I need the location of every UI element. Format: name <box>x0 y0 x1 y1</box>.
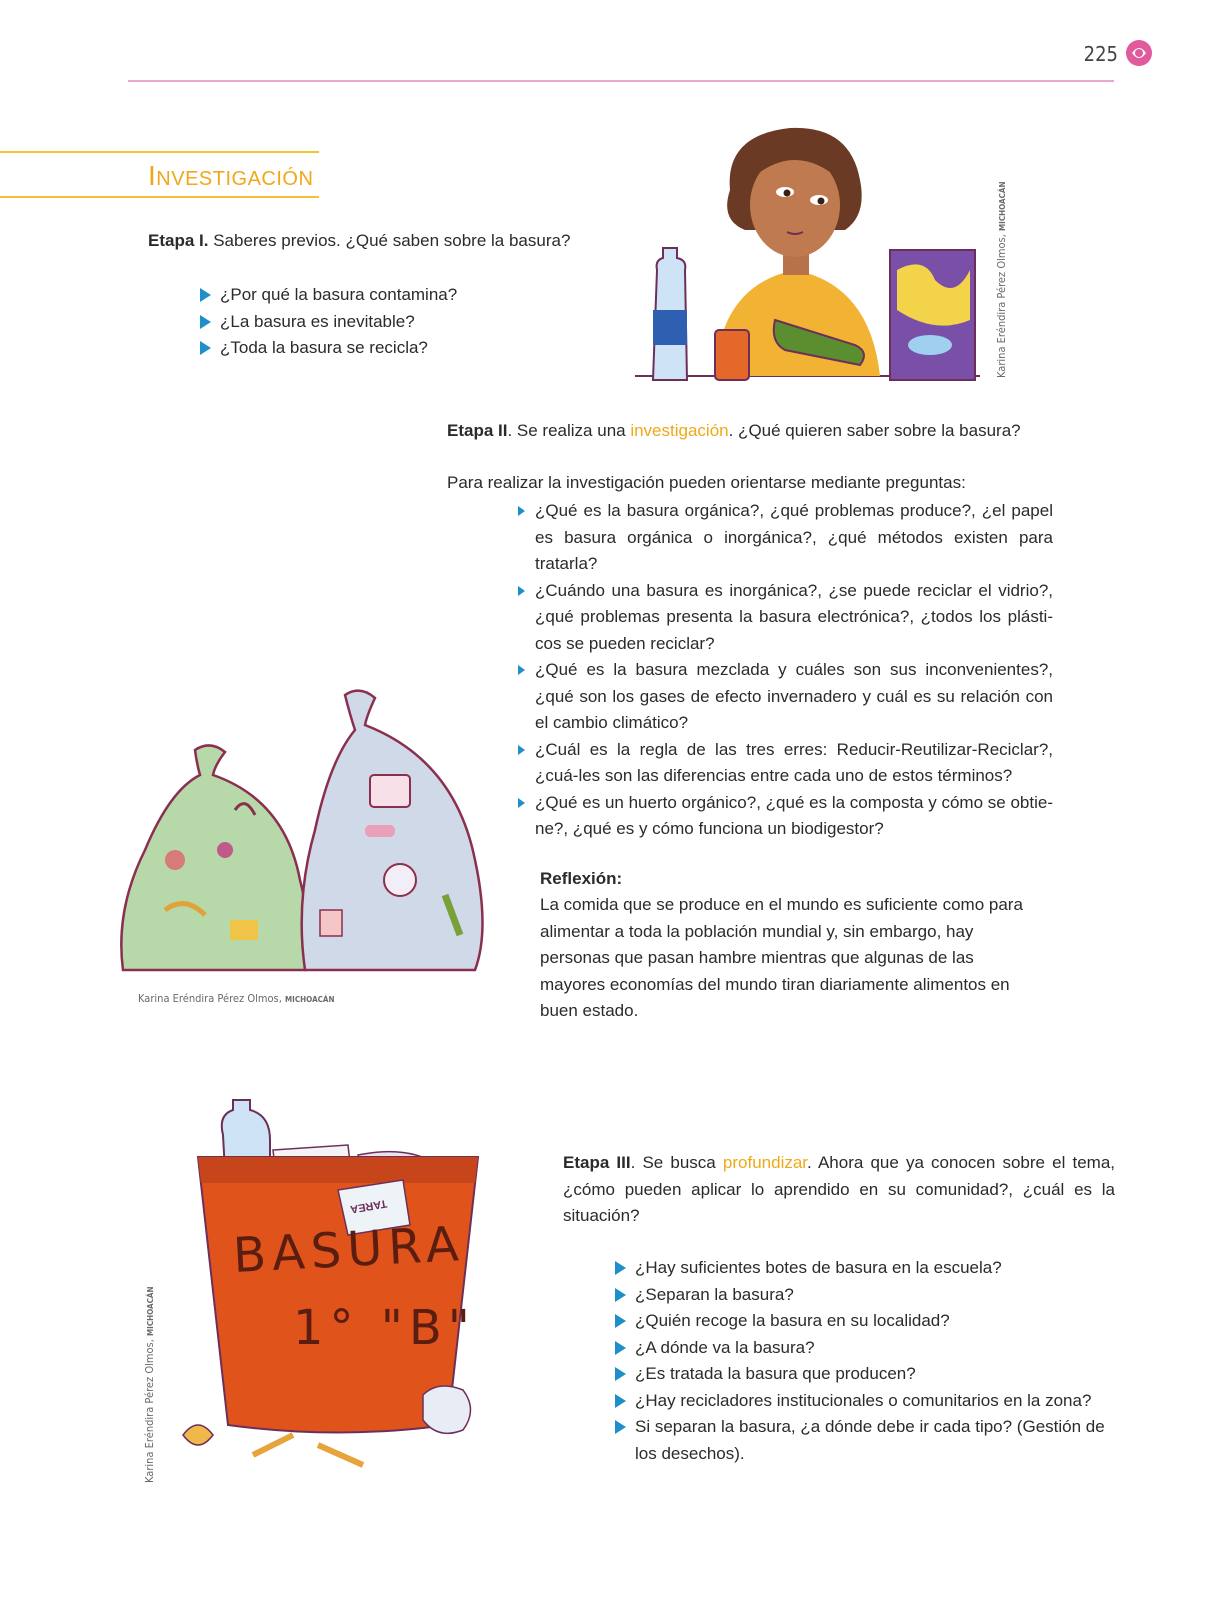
bullet-icon <box>200 288 211 302</box>
bullet-icon <box>518 586 525 596</box>
etapa2-intro: Para realizar la investigación pueden orientarse mediante preguntas: <box>447 473 966 492</box>
bullet-icon <box>518 506 525 516</box>
section-title: Investigación <box>148 160 314 191</box>
etapa3-heading: Etapa III. Se busca profundizar. Ahora que ya conocen sobre el tema, ¿cómo pueden aplicar lo aprendido en su comunidad?, ¿cuál es la situación? <box>563 1153 1115 1225</box>
list-item: ¿Hay recicladores institucionales o comunitarios en la zona? <box>615 1388 1115 1415</box>
list-item: ¿Qué es un huerto orgánico?, ¿qué es la composta y cómo se obtie-ne?, ¿qué es y cómo funciona un biodigestor? <box>518 790 1053 843</box>
girl-recycling-illustration <box>635 120 985 390</box>
bullet-icon <box>518 798 525 808</box>
etapa1-text: Saberes previos. ¿Qué saben sobre la basura? <box>208 231 571 250</box>
reflexion-title: Reflexión: <box>540 869 623 888</box>
bullet-icon <box>615 1367 626 1381</box>
bullet-icon <box>615 1420 626 1434</box>
trash-bin-illustration <box>178 1095 498 1475</box>
list-item: ¿La basura es inevitable? <box>200 309 560 336</box>
etapa2-questions <box>518 498 1053 843</box>
bullet-icon <box>615 1261 626 1275</box>
list-item: ¿Qué es la basura mezclada y cuáles son sus inconvenientes?, ¿qué son los gases de efecto invernadero y cuál es su relación con el cambio climático? <box>518 657 1053 737</box>
section-rule-bottom <box>0 196 319 198</box>
etapa2-heading: Etapa II. Se realiza una investigación. ¿Qué quieren saber sobre la basura? <box>447 421 1021 440</box>
list-item: ¿Quién recoge la basura en su localidad? <box>615 1308 1115 1335</box>
list-item: ¿Cuándo una basura es inorgánica?, ¿se puede reciclar el vidrio?, ¿qué problemas presenta la basura electrónica?, ¿todos los plásti-cos se pueden reciclar? <box>518 578 1053 658</box>
section-rule-top <box>0 151 319 153</box>
list-item: ¿Qué es la basura orgánica?, ¿qué problemas produce?, ¿el papel es basura orgánica o inorgánica?, ¿qué métodos existen para tratarla? <box>518 498 1053 578</box>
bin-label-line2: 1° "B" <box>293 1300 476 1356</box>
decorative-glyph-icon <box>1124 38 1154 68</box>
bullet-icon <box>615 1288 626 1302</box>
bullet-icon <box>518 745 525 755</box>
list-item: Si separan la basura, ¿a dónde debe ir cada tipo? (Gestión de los desechos). <box>615 1414 1115 1467</box>
bullet-icon <box>200 315 211 329</box>
reflexion-text: La comida que se produce en el mundo es suficiente como para alimentar a toda la población mundial y, sin embargo, hay personas que pasan hambre mientras que algunas de las mayores economías del mundo tiran diariamente alimentos en buen estado. <box>540 895 1023 1020</box>
bin-illustration-credit: Karina Eréndira Pérez Olmos, MICHOACÁN <box>143 1286 156 1483</box>
bullet-icon <box>518 665 525 675</box>
highlight-profundizar: profundizar <box>722 1153 808 1172</box>
garbage-bags-illustration <box>115 680 495 975</box>
etapa1-label: Etapa I. <box>148 231 209 250</box>
header-rule <box>128 80 1114 82</box>
list-item: ¿A dónde va la basura? <box>615 1335 1115 1362</box>
list-item: ¿Hay suficientes botes de basura en la escuela? <box>615 1255 1115 1282</box>
etapa3-questions <box>615 1255 1115 1467</box>
highlight-investigacion: investigación <box>630 421 729 440</box>
bullet-icon <box>615 1314 626 1328</box>
page-number: 225 <box>1083 42 1118 66</box>
list-item: ¿Cuál es la regla de las tres erres: Reducir-Reutilizar-Reciclar?, ¿cuá-les son las diferencias entre cada uno de estos términos? <box>518 737 1053 790</box>
list-item: ¿Separan la basura? <box>615 1282 1115 1309</box>
list-item: ¿Es tratada la basura que producen? <box>615 1361 1115 1388</box>
bin-tag-label: TAREA <box>349 1196 388 1216</box>
bullet-icon <box>200 341 211 355</box>
etapa1-heading <box>148 228 618 255</box>
bullet-icon <box>615 1341 626 1355</box>
list-item: ¿Por qué la basura contamina? <box>200 282 560 309</box>
bags-illustration-credit: Karina Eréndira Pérez Olmos, MICHOACÁN <box>138 992 335 1005</box>
list-item: ¿Toda la basura se recicla? <box>200 335 560 362</box>
bin-label-line1: BASURA <box>231 1215 466 1285</box>
girl-illustration-credit: Karina Eréndira Pérez Olmos, MICHOACÁN <box>995 181 1008 378</box>
etapa1-questions <box>200 282 560 362</box>
bullet-icon <box>615 1394 626 1408</box>
etapa3-label: Etapa III <box>563 1153 631 1172</box>
etapa2-label: Etapa II <box>447 421 508 440</box>
